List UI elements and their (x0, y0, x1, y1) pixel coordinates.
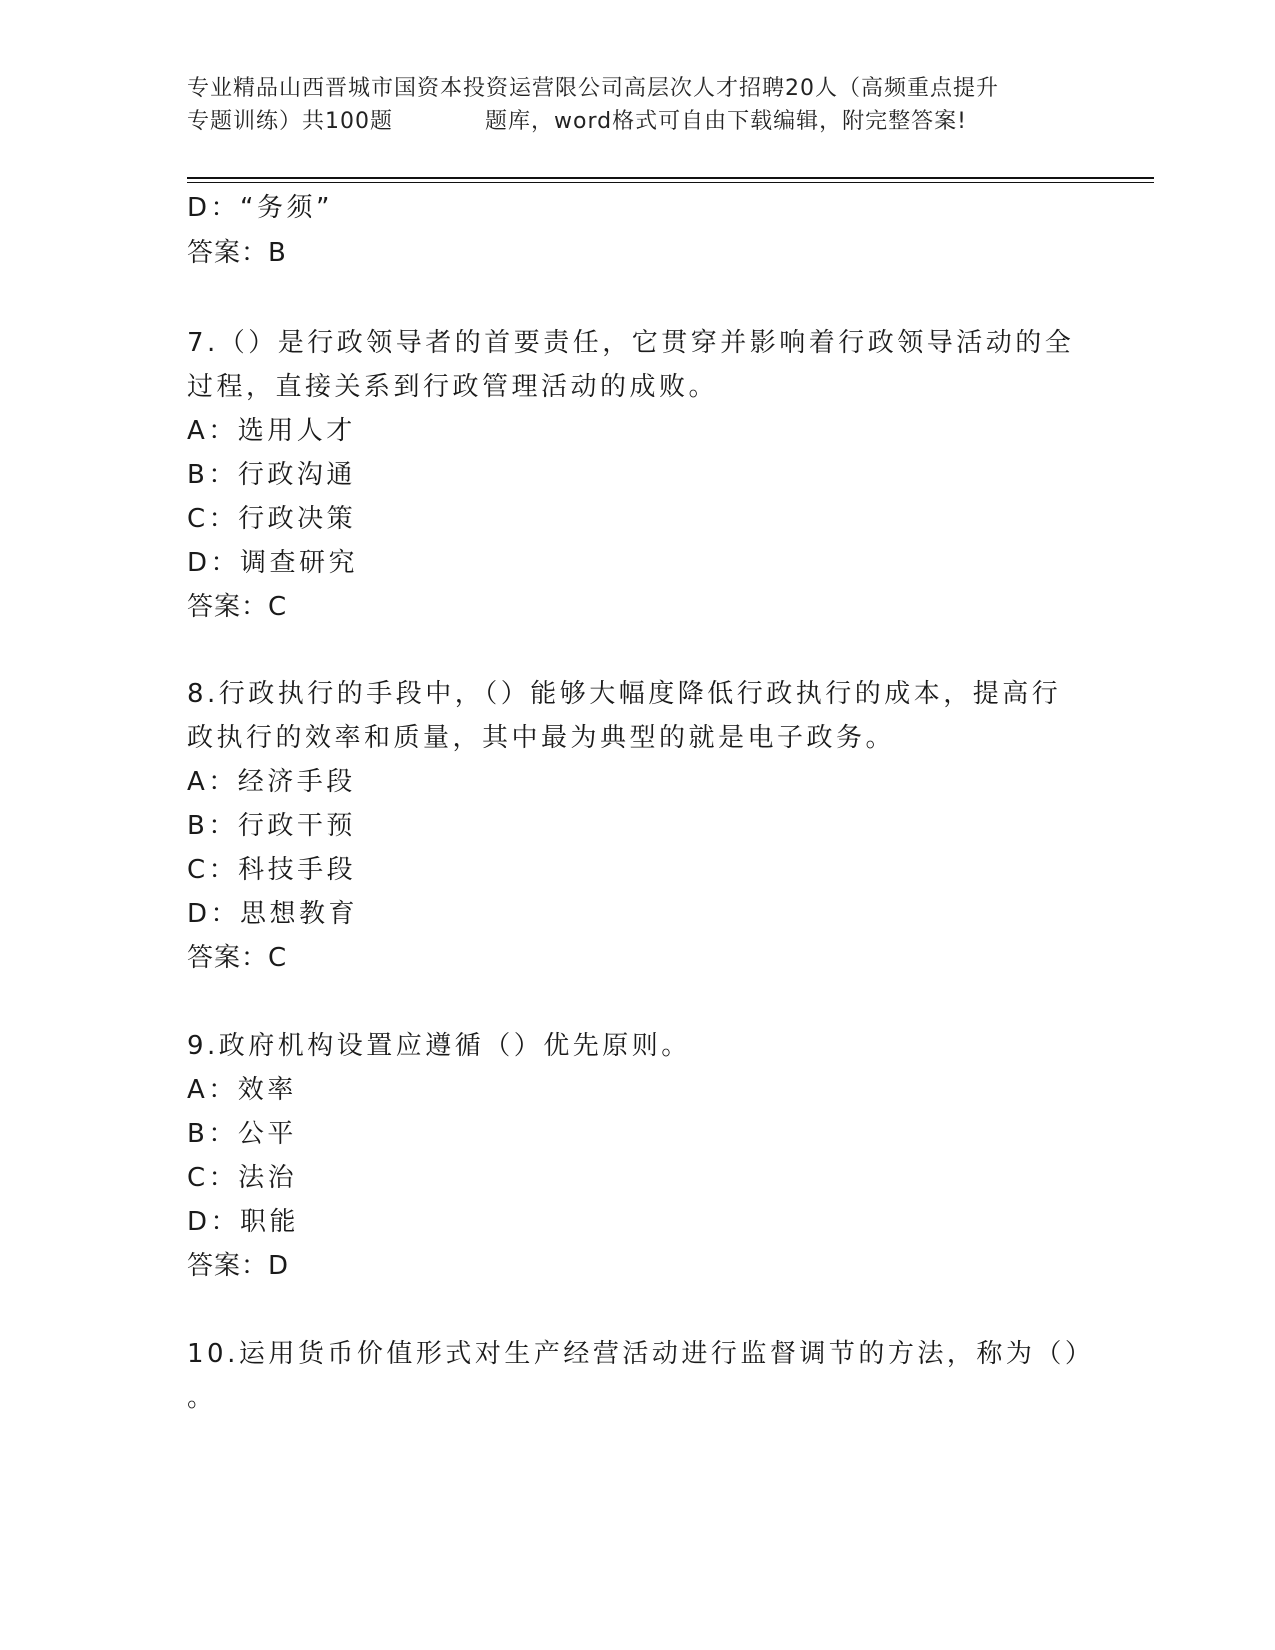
q7-text-line2: 过程，直接关系到行政管理活动的成败。 (187, 372, 719, 402)
q7-option-d: D：调查研究 (187, 548, 359, 578)
q9-option-b: B：公平 (187, 1119, 297, 1149)
prev-option-d: D：“务须” (187, 193, 333, 223)
page-header (187, 72, 1087, 138)
q7-option-b: B：行政沟通 (187, 460, 356, 490)
header-title-line1: 专业精品山西晋城市国资本投资运营限公司高层次人才招聘20人（高频重点提升 (187, 76, 999, 101)
q8-text-line2: 政执行的效率和质量，其中最为典型的就是电子政务。 (187, 723, 896, 753)
q10-text-line2: 。 (187, 1383, 217, 1413)
q7-option-c: C：行政决策 (187, 504, 357, 534)
q9-option-a: A：效率 (187, 1075, 297, 1105)
q8-answer: 答案：C (187, 943, 288, 973)
header-divider-thin (187, 182, 1154, 183)
q9-option-d: D：职能 (187, 1207, 300, 1237)
q8-text-line1: 8.行政执行的手段中，（）能够大幅度降低行政执行的成本，提高行 (187, 679, 1062, 709)
q9-text-line1: 9.政府机构设置应遵循（）优先原则。 (187, 1031, 691, 1061)
q7-answer: 答案：C (187, 592, 288, 622)
q9-option-c: C：法治 (187, 1163, 298, 1193)
q10-text-line1: 10.运用货币价值形式对生产经营活动进行监督调节的方法，称为（） (187, 1339, 1095, 1369)
header-divider-thick (187, 177, 1154, 179)
header-title-left: 专题训练）共100题 (187, 109, 393, 134)
q9-answer: 答案：D (187, 1251, 290, 1281)
q7-option-a: A：选用人才 (187, 416, 356, 446)
q7-text-line1: 7.（）是行政领导者的首要责任，它贯穿并影响着行政领导活动的全 (187, 328, 1075, 358)
header-title-line2 (187, 105, 1087, 138)
q8-option-a: A：经济手段 (187, 767, 356, 797)
header-title-right: 题库，word格式可自由下载编辑，附完整答案! (485, 109, 967, 134)
q8-option-b: B：行政干预 (187, 811, 356, 841)
q8-option-c: C：科技手段 (187, 855, 357, 885)
prev-answer: 答案：B (187, 238, 287, 268)
q8-option-d: D：思想教育 (187, 899, 359, 929)
